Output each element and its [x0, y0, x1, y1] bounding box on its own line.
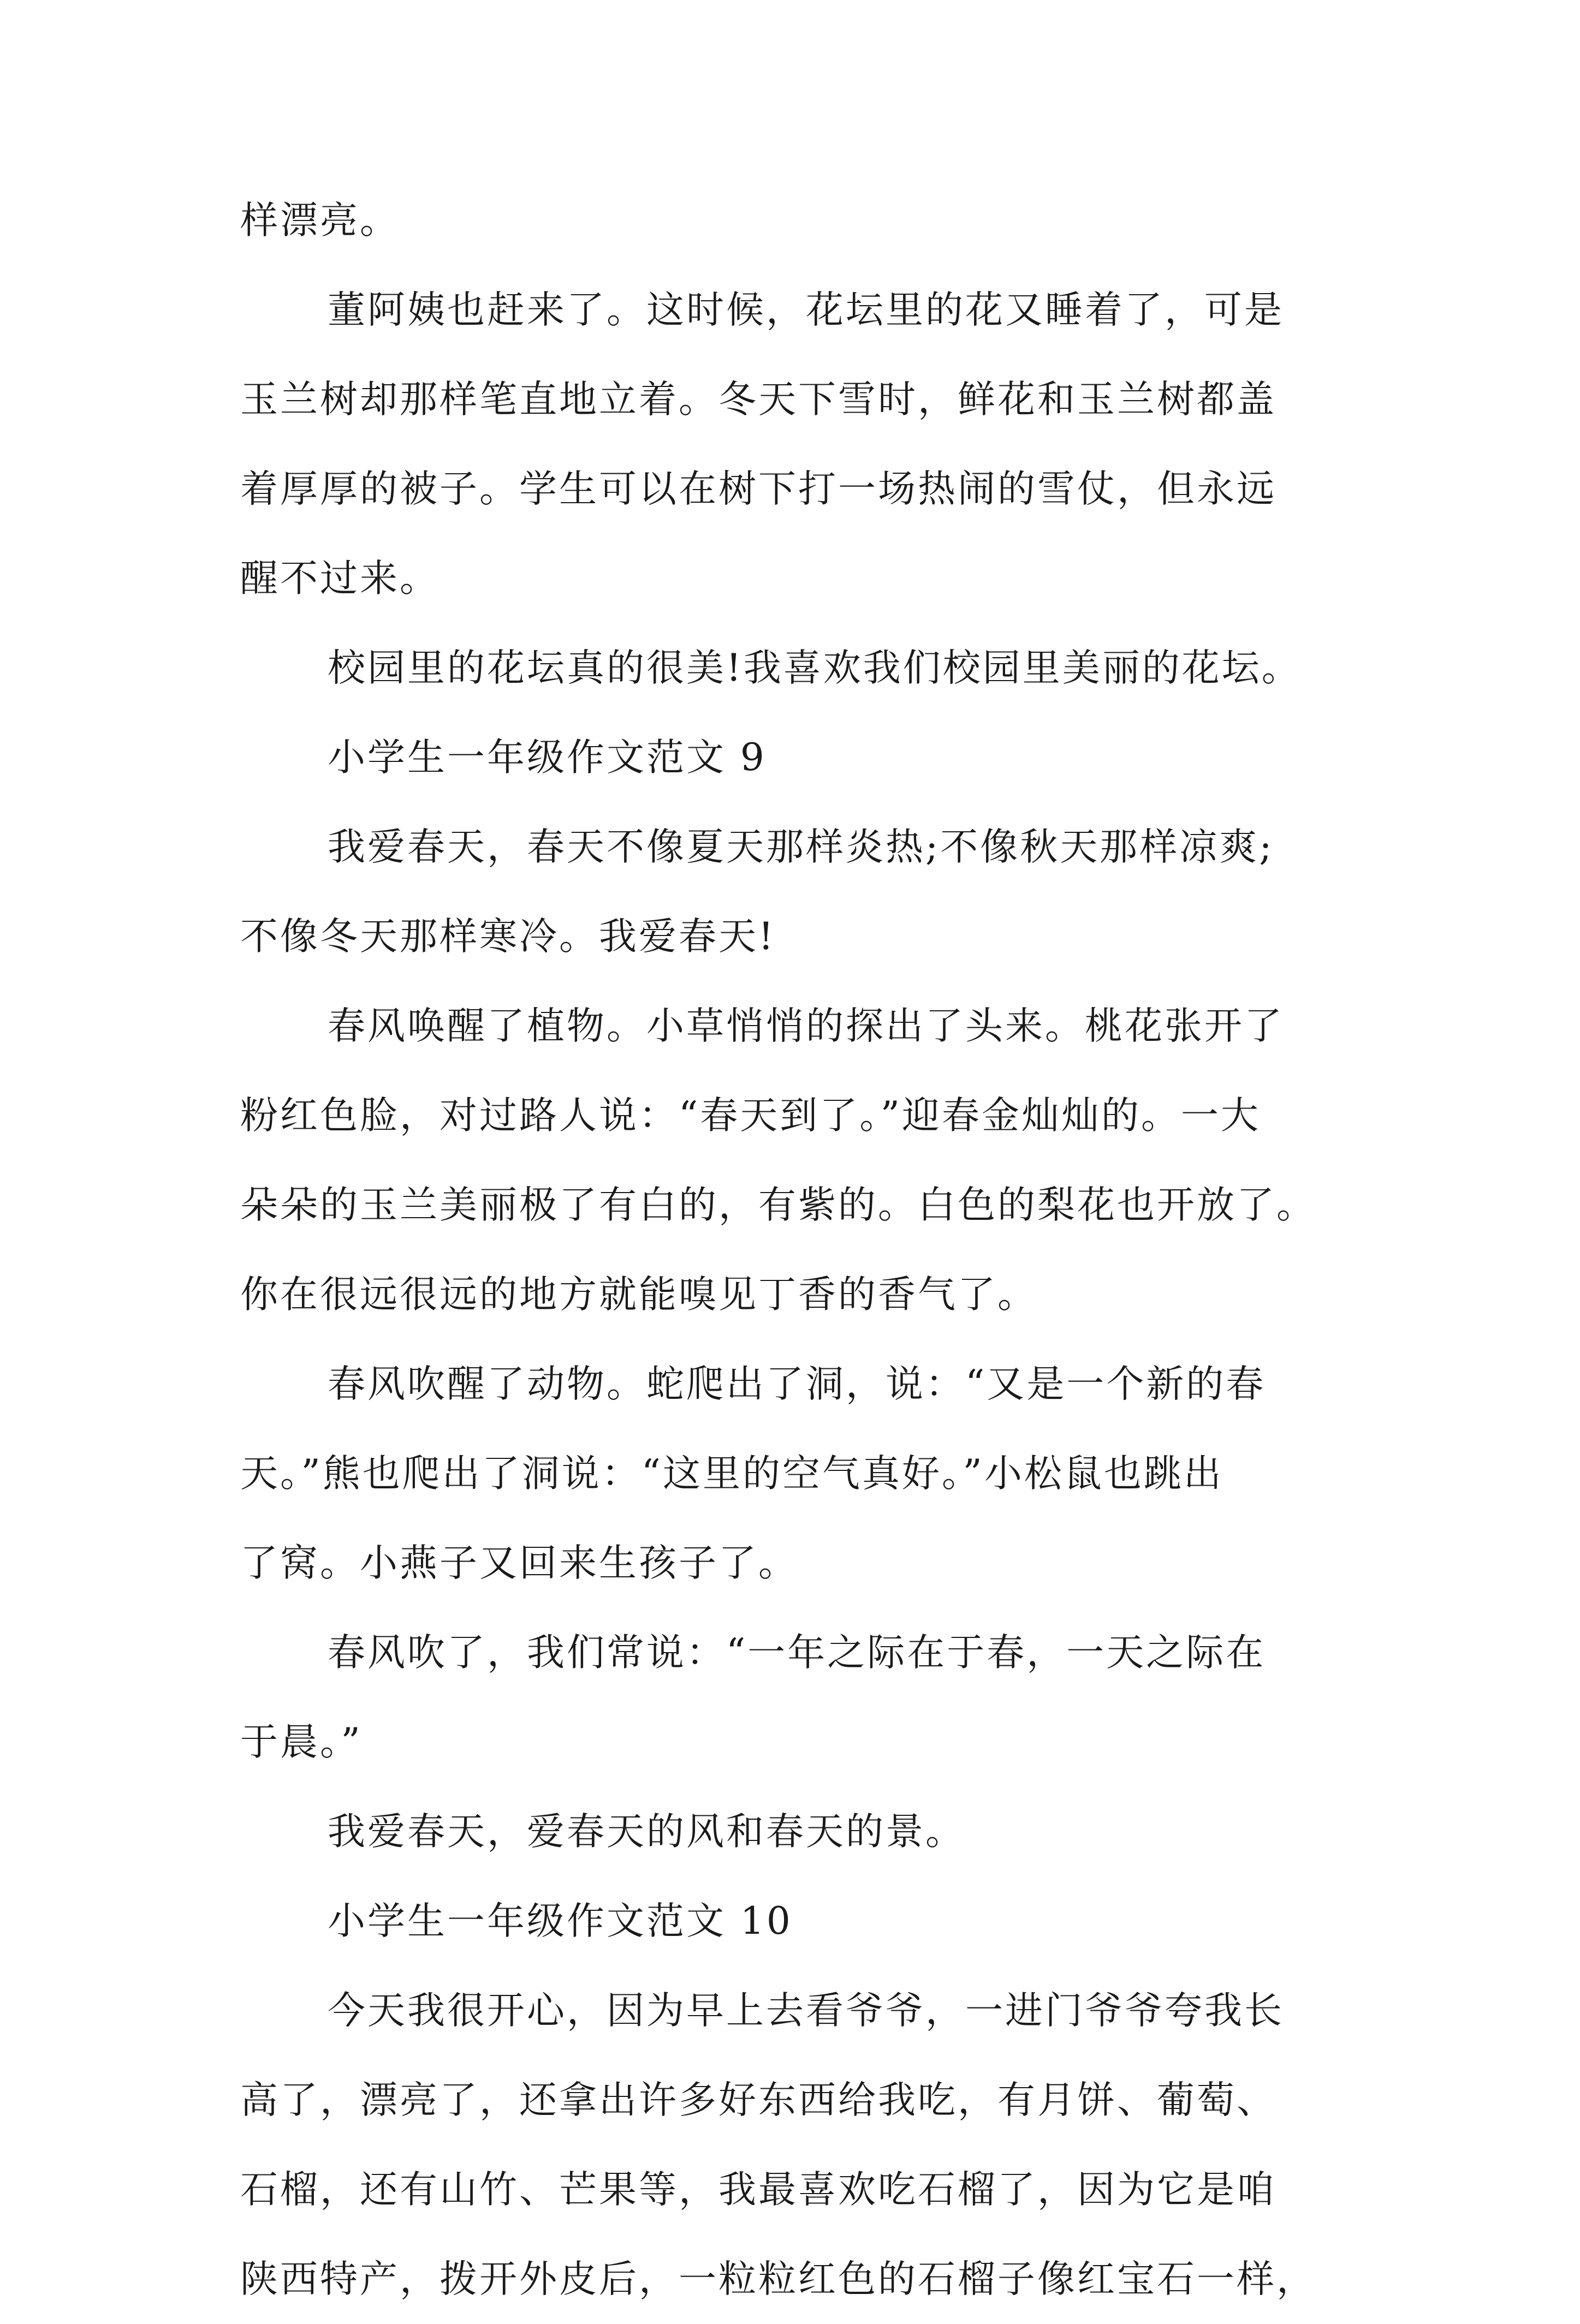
text-line: 了窝。小燕子又回来生孩子了。: [240, 1541, 798, 1585]
text-line: 醒不过来。: [240, 557, 439, 600]
text-line: 春风吹醒了动物。蛇爬出了洞，说：“又是一个新的春: [328, 1362, 1266, 1406]
text-line: 陕西特产，拨开外皮后，一粒粒红色的石榴子像红宝石一样，: [240, 2257, 1316, 2301]
text-line: 样漂亮。: [240, 199, 400, 242]
text-line: 你在很远很远的地方就能嗅见丁香的香气了。: [240, 1273, 1037, 1316]
text-line: 于晨。”: [240, 1720, 363, 1764]
text-line: 着厚厚的被子。学生可以在树下打一场热闹的雪仗，但永远: [240, 467, 1276, 511]
text-line: 今天我很开心，因为早上去看爷爷，一进门爷爷夸我长: [328, 1989, 1284, 2033]
text-line: 董阿姨也赶来了。这时候，花坛里的花又睡着了，可是: [328, 288, 1284, 332]
text-line: 朵朵的玉兰美丽极了有白的，有紫的。白色的梨花也开放了。: [240, 1183, 1316, 1227]
text-line: 石榴，还有山竹、芒果等，我最喜欢吃石榴了，因为它是咱: [240, 2168, 1276, 2212]
text-line: 玉兰树却那样笔直地立着。冬天下雪时，鲜花和玉兰树都盖: [240, 378, 1276, 421]
text-line: 我爱春天，春天不像夏天那样炎热;不像秋天那样凉爽;: [328, 825, 1274, 869]
text-line: 粉红色脸，对过路人说：“春天到了。”迎春金灿灿的。一大: [240, 1094, 1261, 1137]
section-heading: 小学生一年级作文范文 10: [328, 1899, 793, 1943]
text-line: 不像冬天那样寒冷。我爱春天!: [240, 915, 776, 958]
section-heading: 小学生一年级作文范文 9: [328, 736, 767, 779]
text-line: 高了，漂亮了，还拿出许多好东西给我吃，有月饼、葡萄、: [240, 2078, 1276, 2122]
text-line: 春风唤醒了植物。小草悄悄的探出了头来。桃花张开了: [328, 1004, 1284, 1048]
text-line: 春风吹了，我们常说：“一年之际在于春，一天之际在: [328, 1631, 1266, 1675]
document-body: [240, 176, 1343, 2324]
text-line: 天。”熊也爬出了洞说：“这里的空气真好。”小松鼠也跳出: [240, 1452, 1223, 1495]
text-line: 我爱春天，爱春天的风和春天的景。: [328, 1810, 965, 1854]
text-line: 校园里的花坛真的很美!我喜欢我们校园里美丽的花坛。: [328, 646, 1302, 690]
